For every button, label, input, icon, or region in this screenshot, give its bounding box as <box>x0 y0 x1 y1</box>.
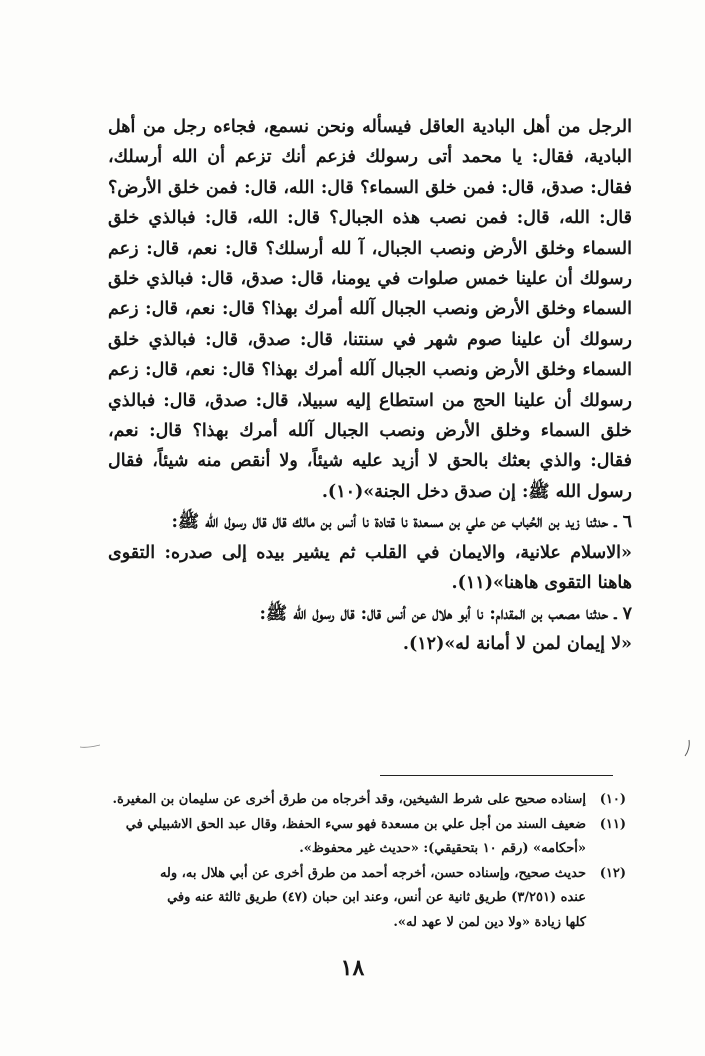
footnote-separator <box>380 775 613 776</box>
margin-pen-mark-icon <box>683 738 693 758</box>
footnote <box>104 813 626 838</box>
underline-pen-mark-icon <box>80 739 100 753</box>
footnote-number: (١٠) <box>599 792 626 807</box>
footnotes <box>104 788 626 935</box>
footnote-line: ضعيف السند من أجل علي بن مسعدة فهو سيء الحفظ، وقال عبد الحق الاشبيلي في <box>125 816 586 832</box>
footnote <box>104 788 626 813</box>
footnote <box>104 862 626 887</box>
footnote-line: حديث صحيح، وإسناده حسن، أخرجه أحمد من طرق أخرى عن أبي هلال به، وله <box>159 865 586 881</box>
footnote-number: (١١) <box>599 816 626 832</box>
paragraph-hadith-7-matn: «لا إيمان لمن لا أمانة له»(١٢). <box>402 633 632 654</box>
main-text <box>108 112 632 659</box>
footnote-number: (١٢) <box>599 865 626 881</box>
paragraph-hadith-7-isnad: ٧ ـ حدثنا مصعب بن المقدام: نا أبو هلال عن أنس قال: قال رسول الله ﷺ: <box>259 603 632 624</box>
footnote-line: عنده (٣/٢٥١) طريق ثانية عن أنس، وعند ابن حبان (٤٧) طريق ثالثة عنه وفي <box>167 890 586 905</box>
footnote-line: «أحكامه» (رقم ١٠ بتحقيقي): «حديث غير محفوظ». <box>299 841 586 856</box>
paragraph-hadith-6-matn: «الاسلام علانية، والايمان في القلب ثم يشير بيده إلى صدره: التقوى هاهنا التقوى هاهنا»(١١). <box>108 542 632 594</box>
page-number: ١٨ <box>340 955 365 981</box>
footnote-line: إسناده صحيح على شرط الشيخين، وقد أخرجاه من طرق أخرى عن سليمان بن المغيرة. <box>112 792 586 807</box>
paragraph-hadith-5-end: الرجل من أهل البادية العاقل فيسأله ونحن نسمع، فجاءه رجل من أهل البادية، فقال: يا محمد أتى رسولك فزعم أنك تزعم أن الله أرسلك، فقال: صدق، قال: فمن خلق السماء؟ قال: الله، قال: فمن خلق الأرض؟ قال: الله، قال: فمن نصب هذه الجبال؟ قال: الله، قال: فبالذي خلق السماء وخلق الأرض ونصب الجبال، آ لله أرسلك؟ قال: نعم، قال: زعم رسولك أن علينا خمس صلوات في يومنا، قال: صدق، قال: فبالذي خلق السماء وخلق الأرض ونصب الجبال آلله أمرك بهذا؟ قال: نعم، قال: زعم رسولك أن علينا صوم شهر في سنتنا، قال: صدق، قال: فبالذي خلق السماء وخلق الأرض ونصب الجبال آلله أمرك بهذا؟ قال: نعم، قال: زعم رسولك أن علينا الحج من استطاع إليه سبيلا، قال: صدق، قال: فبالذي خلق السماء وخلق الأرض ونصب الجبال آلله أمرك بهذا؟ قال: نعم، فقال: والذي بعثك بالحق لا أزيد عليه شيئاً، ولا أنقص منه شيئاً، فقال رسول الله ﷺ: إن صدق دخل الجنة»(١٠). <box>108 117 632 502</box>
footnote-line: كلها زيادة «ولا دين لمن لا عهد له». <box>393 914 586 930</box>
paragraph-hadith-6-isnad: ٦ ـ حدثنا زيد بن الحُباب عن علي بن مسعدة نا قتادة نا أنس بن مالك قال قال رسول الله ﷺ: <box>171 512 632 533</box>
